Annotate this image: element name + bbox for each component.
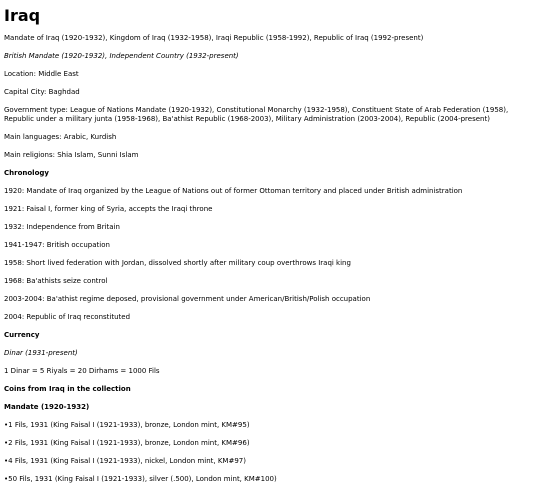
mandate-heading: Mandate (1920-1932)	[4, 403, 90, 411]
political-status: British Mandate (1920-1932), Independent Country (1932-present)	[4, 52, 239, 60]
chronology-item: 1968: Ba'athists seize control	[4, 277, 108, 285]
chronology-item: 1958: Short lived federation with Jordan, dissolved shortly after military coup overthrows Iraqi king	[4, 259, 351, 267]
chronology-item: 1921: Faisal I, former king of Syria, accepts the Iraqi throne	[4, 205, 213, 213]
bullet-icon: •	[4, 439, 9, 447]
page-title: Iraq	[4, 6, 41, 25]
location: Location: Middle East	[4, 70, 79, 78]
currency-name: Dinar (1931-present)	[4, 349, 78, 357]
government-type: Government type: League of Nations Mandate (1920-1932), Constitutional Monarchy (1932-1958), Constituent State of Arab Federation (1958), Republic under a military junta (1958-1968), Ba'athist Republic (1968-2003), Military Administration (2003-2004), Republic (2004-present)	[4, 106, 509, 123]
bullet-icon: •	[4, 421, 9, 429]
coin-description: 1 Fils, 1931 (King Faisal I (1921-1933), bronze, London mint, KM#95)	[8, 421, 250, 429]
capital-city: Capital City: Baghdad	[4, 88, 80, 96]
chronology-item: 1920: Mandate of Iraq organized by the League of Nations out of former Ottoman territory and placed under British administration	[4, 187, 463, 195]
coin-description: 50 Fils, 1931 (King Faisal I (1921-1933), silver (.500), London mint, KM#100)	[8, 475, 277, 483]
chronology-item: 2004: Republic of Iraq reconstituted	[4, 313, 131, 321]
chronology-item: 1932: Independence from Britain	[4, 223, 120, 231]
country-names: Mandate of Iraq (1920-1932), Kingdom of Iraq (1932-1958), Iraqi Republic (1958-1992), Republic of Iraq (1992-present)	[4, 34, 424, 42]
currency-rate: 1 Dinar = 5 Riyals = 20 Dirhams = 1000 Fils	[4, 367, 160, 375]
bullet-icon: •	[4, 457, 9, 465]
currency-heading: Currency	[4, 331, 40, 339]
coin-list-item	[4, 457, 536, 466]
coin-list-item	[4, 439, 536, 448]
coin-list-item	[4, 421, 536, 430]
coin-list-item	[4, 475, 536, 484]
chronology-heading: Chronology	[4, 169, 49, 177]
chronology-item: 1941-1947: British occupation	[4, 241, 110, 249]
chronology-item: 2003-2004: Ba'athist regime deposed, provisional government under American/British/Polish occupation	[4, 295, 371, 303]
coins-heading: Coins from Iraq in the collection	[4, 385, 131, 393]
coin-description: 2 Fils, 1931 (King Faisal I (1921-1933), bronze, London mint, KM#96)	[8, 439, 250, 447]
bullet-icon: •	[4, 475, 9, 483]
coin-description: 4 Fils, 1931 (King Faisal I (1921-1933), nickel, London mint, KM#97)	[8, 457, 246, 465]
main-religions: Main religions: Shia Islam, Sunni Islam	[4, 151, 139, 159]
main-languages: Main languages: Arabic, Kurdish	[4, 133, 117, 141]
